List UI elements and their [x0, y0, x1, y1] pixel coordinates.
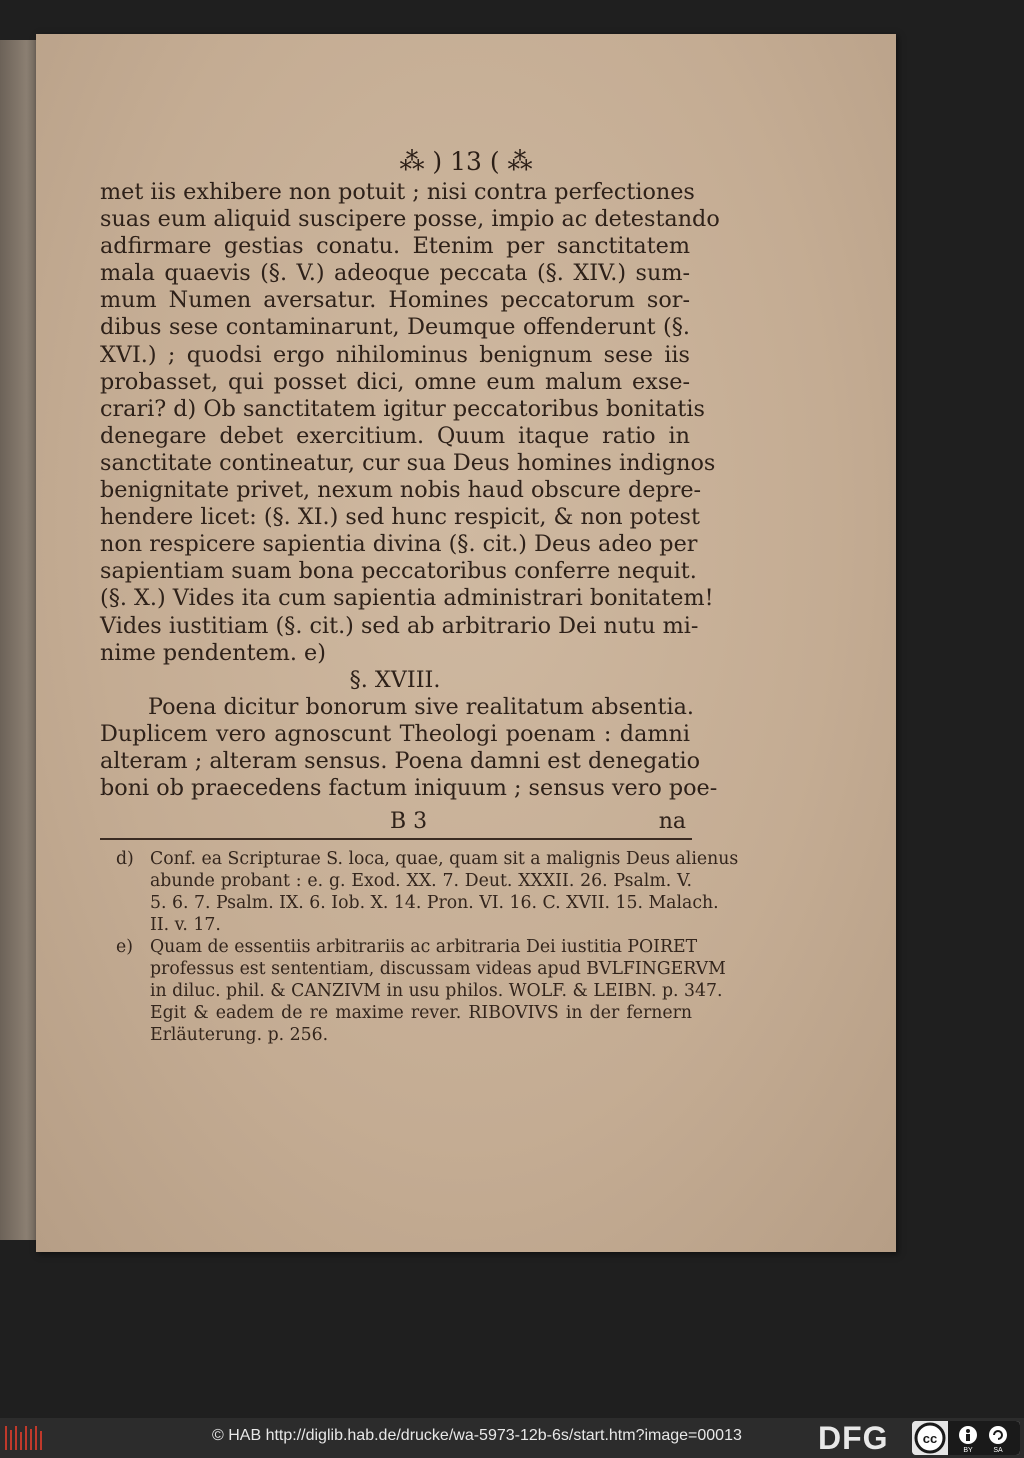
body-line: XVI.) ; quodsi ergo nihilominus benignum sese iis	[100, 341, 690, 368]
body-line: denegare debet exercitium. Quum itaque ratio in	[100, 422, 690, 449]
body-line: nime pendentem. e)	[100, 639, 326, 666]
section-heading: §. XVIII.	[349, 666, 441, 693]
footnote-line: professus est sententiam, discussam videas apud BVLFINGERVM	[150, 959, 726, 979]
body-line: hendere licet: (§. XI.) sed hunc respicit, & non potest	[100, 504, 700, 531]
body-line: Vides iustitiam (§. cit.) sed ab arbitrario Dei nutu mi-	[100, 612, 699, 639]
footnote-line: II. v. 17.	[150, 915, 221, 935]
footnote-d	[116, 848, 739, 936]
body-line: sapientiam suam bona peccatoribus conferre nequit.	[100, 558, 697, 585]
body-line: (§. X.) Vides ita cum sapientia administrari bonitatem!	[100, 585, 714, 612]
section-line: Duplicem vero agnoscunt Theologi poenam : damni	[100, 720, 690, 747]
svg-text:BY: BY	[963, 1447, 973, 1454]
body-line: sanctitate contineatur, cur sua Deus homines indignos	[100, 449, 716, 476]
footnote-line: Quam de essentiis arbitrariis ac arbitraria Dei iustitia POIRET	[150, 937, 698, 957]
cc-license-icon[interactable]	[912, 1421, 1020, 1455]
page-header: ⁂ ) 13 ( ⁂	[399, 147, 533, 176]
footnote-line: 5. 6. 7. Psalm. IX. 6. Iob. X. 14. Pron. VI. 16. C. XVII. 15. Malach.	[150, 893, 719, 913]
svg-text:cc: cc	[922, 1431, 938, 1446]
body-line: suas eum aliquid suscipere posse, impio ac detestando	[100, 206, 720, 233]
section-line: boni ob praecedens factum iniquum ; sensus vero poe-	[100, 775, 718, 802]
footnote-line: Egit & eadem de re maxime rever. RIBOVIVS in der fernern	[150, 1003, 692, 1023]
dfg-logo: DFG	[818, 1420, 889, 1456]
section-line: Poena dicitur bonorum sive realitatum absentia.	[148, 693, 694, 720]
body-line: crari? d) Ob sanctitatem igitur peccatoribus bonitatis	[100, 395, 705, 422]
footnote-line: abunde probant : e. g. Exod. XX. 7. Deut. XXXII. 26. Psalm. V.	[150, 871, 692, 891]
barcode-icon	[4, 1424, 44, 1452]
viewer-footer	[0, 1418, 1024, 1458]
footnote-line: in diluc. phil. & CANZIVM in usu philos. WOLF. & LEIBN. p. 347.	[150, 981, 723, 1001]
body-line: adfirmare gestias conatu. Etenim per sanctitatem	[100, 233, 690, 260]
body-line: mum Numen aversatur. Homines peccatorum sor-	[100, 287, 690, 314]
catchword: na	[658, 809, 686, 834]
svg-text:SA: SA	[993, 1447, 1003, 1454]
footnotes	[116, 848, 739, 1046]
body-line: probasset, qui posset dici, omne eum malum exse-	[100, 368, 690, 395]
footer-credit-link[interactable]: © HAB http://diglib.hab.de/drucke/wa-5973-12b-6s/start.htm?image=00013	[212, 1427, 742, 1444]
body-line: benignitate privet, nexum nobis haud obscure depre-	[100, 477, 702, 504]
footnote-line: Conf. ea Scripturae S. loca, quae, quam sit a malignis Deus alienus	[150, 849, 739, 869]
body-line: mala quaevis (§. V.) adeoque peccata (§. XIV.) sum-	[100, 260, 690, 287]
body-line: met iis exhibere non potuit ; nisi contra perfectiones	[100, 179, 695, 205]
body-text	[100, 179, 720, 802]
footnote-e	[116, 936, 726, 1046]
footnote-line: Erläuterung. p. 256.	[150, 1025, 329, 1045]
catch-row	[100, 809, 690, 837]
footnote-rule	[100, 838, 692, 840]
section-line: alteram ; alteram sensus. Poena damni est denegatio	[100, 747, 701, 774]
body-line: dibus sese contaminarunt, Deumque offenderunt (§.	[100, 314, 690, 341]
body-line: non respicere sapientia divina (§. cit.) Deus adeo per	[100, 531, 698, 558]
footnote-mark: e)	[116, 937, 133, 957]
book-page	[36, 34, 896, 1252]
signature-mark: B 3	[390, 809, 428, 834]
footnote-mark: d)	[116, 849, 134, 869]
